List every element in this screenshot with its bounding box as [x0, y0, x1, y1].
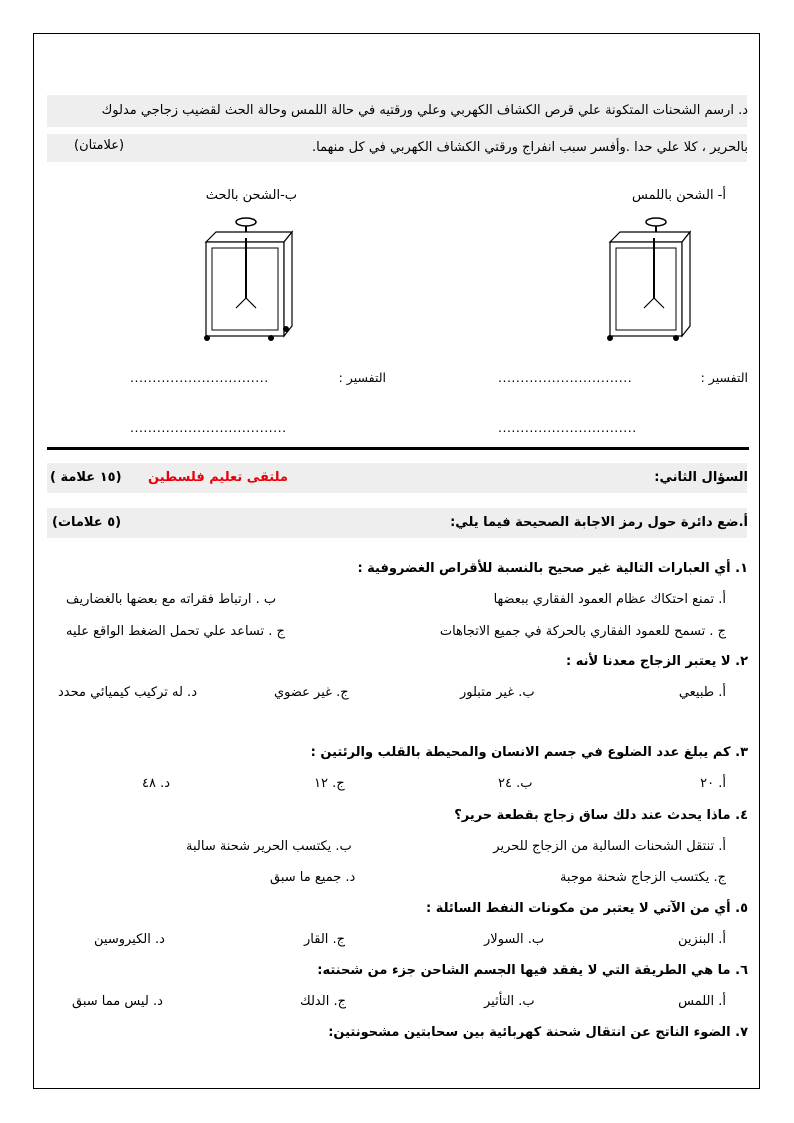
q6-option-a[interactable]: أ. اللمس: [678, 994, 726, 1009]
part-d-marks: (علامتان): [74, 138, 125, 153]
q3-option-a[interactable]: أ. ٢٠: [700, 776, 726, 791]
q3-stem: ٣. كم يبلغ عدد الضلوع في جسم الانسان والمحيطة بالقلب والرئتين :: [310, 745, 748, 760]
part-a-marks: (٥ علامات): [52, 515, 122, 530]
q1-option-a[interactable]: أ. تمنع احتكاك عظام العمود الفقاري ببعضها: [493, 592, 726, 607]
q4-option-b[interactable]: ب. يكتسب الحرير شحنة سالبة: [186, 839, 352, 854]
q5-option-a[interactable]: أ. البنزين: [678, 932, 726, 947]
q4-option-c[interactable]: ج. يكتسب الزجاج شحنة موجبة: [559, 870, 726, 885]
q1-option-c[interactable]: ج . تسمح للعمود الفقاري بالحركة في جميع الاتجاهات: [439, 624, 726, 639]
q6-option-d[interactable]: د. ليس مما سبق: [72, 994, 163, 1009]
explain-label-induction: التفسير :: [338, 370, 386, 385]
q2-option-d[interactable]: د. له تركيب كيميائي محدد: [58, 685, 197, 700]
q2-marks: (١٥ علامة ): [50, 470, 122, 485]
explain-dots-contact-1: ..............................: [498, 370, 633, 385]
part-a-instruction: أ.ضع دائرة حول رمز الاجابة الصحيحة فيما يلي:: [450, 515, 748, 530]
label-charging-contact: أ- الشحن باللمس: [632, 188, 726, 203]
q1-option-b[interactable]: ب . ارتباط فقراته مع بعضها بالغضاريف: [66, 592, 277, 607]
q1-option-d[interactable]: ج . تساعد علي تحمل الضغط الواقع عليه: [66, 624, 285, 639]
q2-option-a[interactable]: أ. طبيعي: [678, 685, 726, 700]
q6-option-b[interactable]: ب. التأثير: [484, 994, 535, 1009]
electroscope-induction-diagram: [196, 212, 296, 344]
q6-option-c[interactable]: ج. الدلك: [300, 994, 346, 1009]
q2-option-c[interactable]: ج. غير عضوي: [274, 685, 349, 700]
part-d-line1: د. ارسم الشحنات المتكونة علي قرص الكشاف الكهربي وعلي ورقتيه في حالة اللمس وحالة الحث لقضيب زجاجي مدلوك: [101, 103, 748, 118]
section-divider: [47, 447, 749, 450]
explain-dots-contact-2: ...............................: [498, 420, 637, 435]
q3-option-b[interactable]: ب. ٢٤: [498, 776, 533, 791]
explain-label-contact: التفسير :: [700, 370, 748, 385]
q3-option-c[interactable]: ج. ١٢: [314, 776, 345, 791]
q4-option-a[interactable]: أ. تنتقل الشحنات السالبة من الزجاج للحرير: [493, 839, 726, 854]
q2-stem: ٢. لا يعتبر الزجاج معدنا لأنه :: [566, 654, 748, 669]
q2-title: السؤال الثاني:: [654, 470, 748, 485]
explain-dots-induction-1: ...............................: [130, 370, 269, 385]
q5-option-d[interactable]: د. الكيروسين: [94, 932, 165, 947]
q4-stem: ٤. ماذا يحدث عند دلك ساق زجاج بقطعة حرير؟: [454, 808, 748, 823]
q2-option-b[interactable]: ب. غير متبلور: [460, 685, 535, 700]
electroscope-contact-diagram: [606, 212, 706, 344]
q5-stem: ٥. أي من الآتي لا يعتبر من مكونات النفط السائلة :: [426, 901, 748, 916]
q6-stem: ٦. ما هي الطريقة التي لا يفقد فيها الجسم الشاحن جزء من شحنته:: [317, 963, 748, 978]
q1-stem: ١. أي العبارات التالية غير صحيح بالنسبة للأقراص الغضروفية :: [357, 561, 748, 576]
explain-dots-induction-2: ...................................: [130, 420, 287, 435]
q5-option-c[interactable]: ج. القار: [304, 932, 346, 947]
q3-option-d[interactable]: د. ٤٨: [142, 776, 171, 791]
q5-option-b[interactable]: ب. السولار: [484, 932, 545, 947]
q4-option-d[interactable]: د. جميع ما سبق: [270, 870, 356, 885]
label-charging-induction: ب-الشحن بالحث: [205, 188, 297, 203]
part-d-line2: بالحرير ، كلا علي حدا .وأفسر سبب انفراج ورقتي الكشاف الكهربي في كل منهما.: [312, 140, 748, 155]
q7-stem: ٧. الضوء الناتج عن انتقال شحنة كهربائية بين سحابتين مشحونتين:: [328, 1025, 748, 1040]
forum-name: ملتقى تعليم فلسطين: [148, 470, 288, 485]
